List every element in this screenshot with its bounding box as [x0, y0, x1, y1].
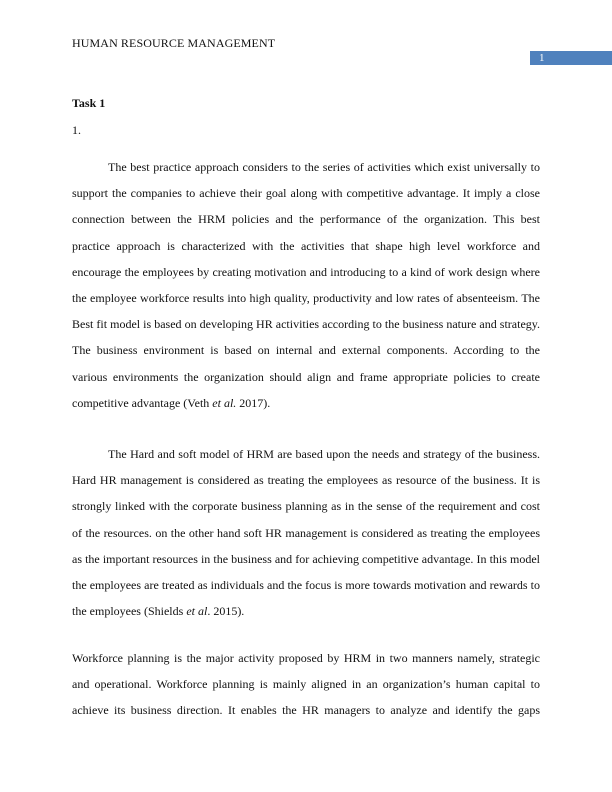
text-line: The best practice approach considers to the series of activities which exist universally to — [108, 160, 540, 174]
citation-etal: et al — [186, 604, 208, 619]
paragraph-workforce-planning — [72, 645, 540, 724]
text-fragment: 2017). — [236, 395, 271, 410]
text-line: the employees are treated as individuals and the focus is more towards motivation and rewards to — [72, 578, 540, 593]
text-line: support the companies to achieve their goal along with competitive advantage. It imply a close — [72, 186, 540, 201]
text-line — [72, 598, 540, 624]
text-line: connection between the HRM policies and the performance of the organization. This best — [72, 212, 540, 227]
page-number-badge: 1 — [530, 51, 612, 65]
text-line: as the important resources in the business and for achieving competitive advantage. In this model — [72, 551, 540, 566]
task-heading: Task 1 — [72, 96, 106, 110]
text-fragment: the employees (Shields — [72, 604, 187, 619]
paragraph-hard-soft-model — [72, 441, 540, 624]
text-line: encourage the employees by creating motivation and introducing to a kind of work design where — [72, 264, 540, 279]
text-line: and operational. Workforce planning is mainly aligned in an organization’s human capital to — [72, 677, 540, 692]
text-line: of the resources. on the other hand soft HR management is considered as treating the employees — [72, 525, 540, 540]
text-line: achieve its business direction. It enables the HR managers to analyze and identify the gaps — [72, 703, 540, 718]
item-number: 1. — [72, 123, 81, 137]
text-line: The Hard and soft model of HRM are based upon the needs and strategy of the business. — [108, 447, 540, 461]
text-line: Workforce planning is the major activity proposed by HRM in two manners namely, strategic — [72, 651, 540, 665]
text-line: various environments the organization should align and frame appropriate policies to create — [72, 369, 540, 384]
text-line: the employee workforce results into high quality, productivity and low rates of absenteeism. The — [72, 291, 540, 306]
text-line — [72, 390, 540, 416]
running-header: HUMAN RESOURCE MANAGEMENT — [72, 36, 276, 50]
text-line: The business environment is based on internal and external components. According to the — [72, 343, 540, 358]
text-fragment: . 2015). — [207, 604, 245, 619]
text-fragment: competitive advantage (Veth — [72, 395, 213, 410]
citation-etal: et al. — [212, 395, 237, 410]
paragraph-best-practice — [72, 154, 540, 416]
text-line: Best fit model is based on developing HR activities according to the business nature and strategy. — [72, 317, 540, 332]
text-line: Hard HR management is considered as treating the employees as resource of the business. It is — [72, 473, 540, 488]
text-line: strongly linked with the corporate business planning as in the sense of the requirement and cost — [72, 499, 540, 514]
text-line: practice approach is characterized with the activities that shape high level workforce and — [72, 238, 540, 253]
